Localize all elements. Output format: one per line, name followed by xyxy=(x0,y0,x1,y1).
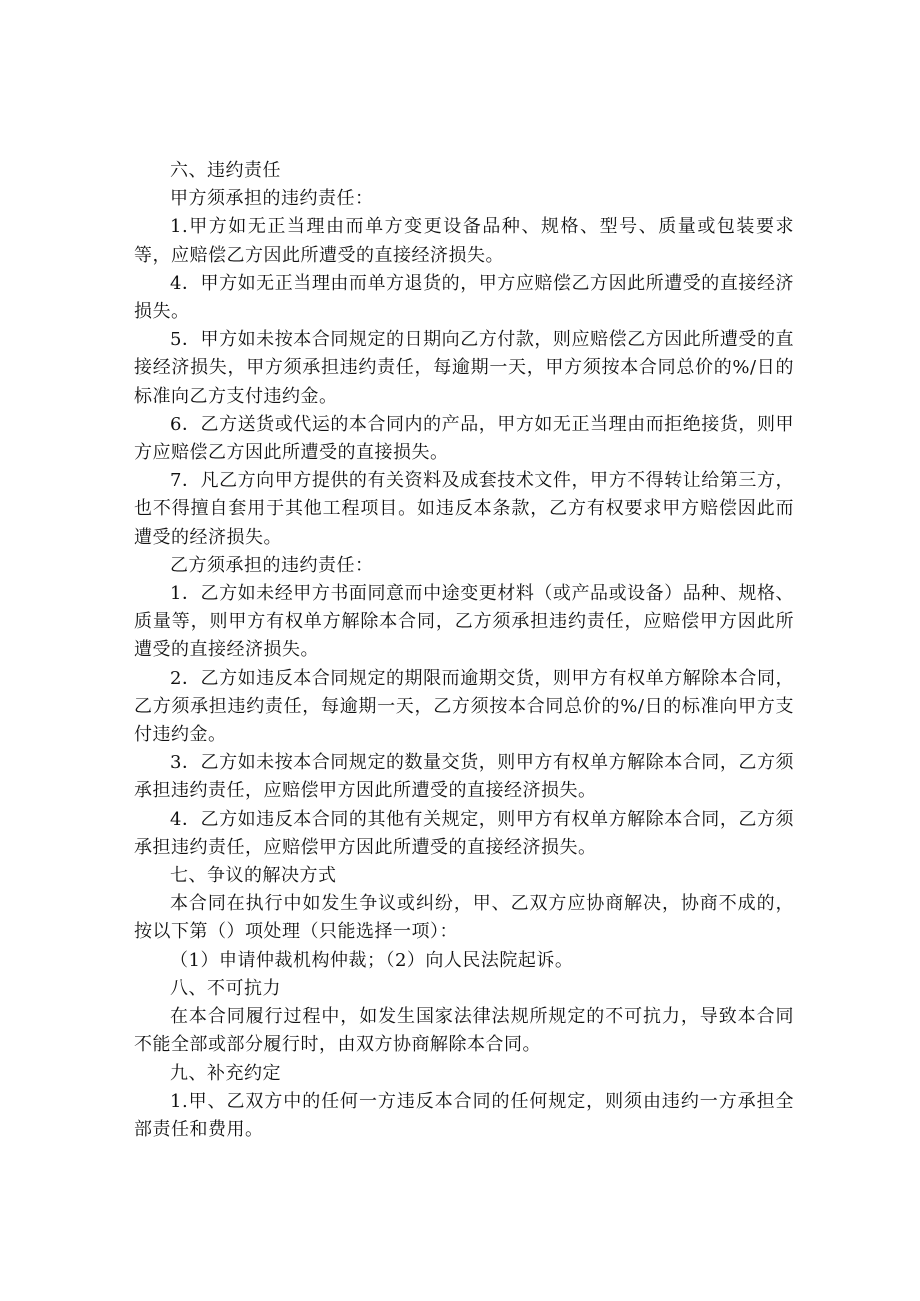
section-heading-dispute-resolution: 七、争议的解决方式 xyxy=(170,865,337,887)
section-heading-supplementary: 九、补充约定 xyxy=(170,1062,281,1084)
clause-a-6: 6．乙方送货或代运的本合同内的产品，甲方如无正当理由而拒绝接货，则甲方应赔偿乙方因此所遭受的直接损失。 xyxy=(134,413,794,464)
clause-b-3: 3．乙方如未按本合同规定的数量交货，则甲方有权单方解除本合同，乙方须承担违约责任，应赔偿甲方因此所遭受的直接经济损失。 xyxy=(134,752,794,802)
section-heading-breach-liability: 六、违约责任 xyxy=(170,160,281,181)
clause-a-1: 1.甲方如无正当理由而单方变更设备品种、规格、型号、质量或包装要求等，应赔偿乙方因此所遭受的直接经济损失。 xyxy=(134,216,794,266)
dispute-paragraph: 本合同在执行中如发生争议或纠纷，甲、乙双方应协商解决，协商不成的，按以下第（）项处理（只能选择一项）： xyxy=(134,893,794,943)
subheading-party-a-liability: 甲方须承担的违约责任： xyxy=(170,188,374,210)
force-majeure-paragraph: 在本合同履行过程中，如发生国家法律法规所规定的不可抗力，导致本合同不能全部或部分履行时，由双方协商解除本合同。 xyxy=(134,1006,794,1056)
clause-a-4: 4．甲方如无正当理由而单方退货的，甲方应赔偿乙方因此所遭受的直接经济损失。 xyxy=(134,272,794,323)
document-body xyxy=(134,157,794,1144)
dispute-options: （1）申请仲裁机构仲裁；（2）向人民法院起诉。 xyxy=(170,949,574,971)
clause-a-5: 5．甲方如未按本合同规定的日期向乙方付款，则应赔偿乙方因此所遭受的直接经济损失，甲方须承担违约责任，每逾期一天，甲方须按本合同总价的%/日的标准向乙方支付违约金。 xyxy=(134,329,794,407)
clause-b-2: 2．乙方如违反本合同规定的期限而逾期交货，则甲方有权单方解除本合同，乙方须承担违约责任，每逾期一天，乙方须按本合同总价的%/日的标准向甲方支付违约金。 xyxy=(134,667,794,746)
clause-b-1: 1．乙方如未经甲方书面同意而中途变更材料（或产品或设备）品种、规格、质量等，则甲方有权单方解除本合同，乙方须承担违约责任，应赔偿甲方因此所遭受的直接经济损失。 xyxy=(134,583,794,661)
section-heading-force-majeure: 八、不可抗力 xyxy=(170,977,281,999)
clause-b-4: 4．乙方如违反本合同的其他有关规定，则甲方有权单方解除本合同，乙方须承担违约责任，应赔偿甲方因此所遭受的直接经济损失。 xyxy=(134,808,794,858)
supplementary-clause-1: 1.甲、乙双方中的任何一方违反本合同的任何规定，则须由违约一方承担全部责任和费用。 xyxy=(134,1090,794,1140)
clause-a-7: 7．凡乙方向甲方提供的有关资料及成套技术文件，甲方不得转让给第三方，也不得擅自套用于其他工程项目。如违反本条款，乙方有权要求甲方赔偿因此而遭受的经济损失。 xyxy=(134,470,794,548)
subheading-party-b-liability: 乙方须承担的违约责任： xyxy=(170,554,374,576)
